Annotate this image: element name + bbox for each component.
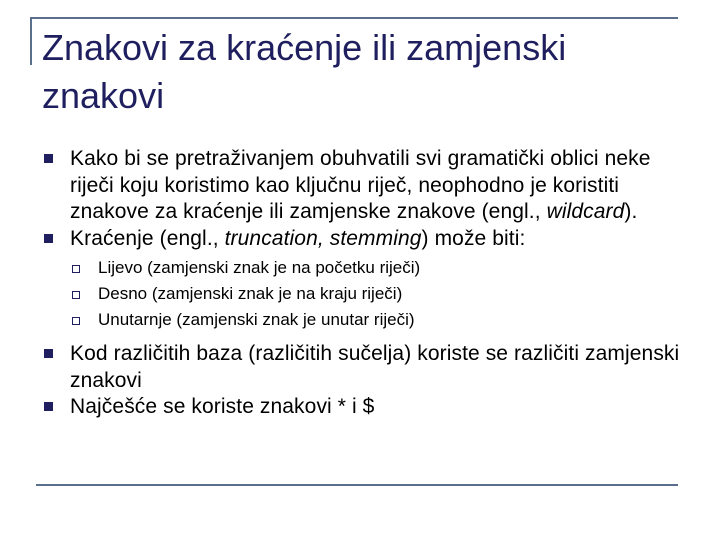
sub-bullet-item: [44, 255, 684, 281]
hollow-square-bullet-icon: [72, 265, 80, 273]
frame-top-line: [30, 17, 678, 19]
bullet-text-end: ).: [624, 200, 638, 223]
bullet-text: Kod različitih baza (različitih sučelja) koriste se različiti zamjenski znakovi: [70, 342, 680, 392]
square-bullet-icon: [44, 402, 53, 411]
bullet-item-common-symbols: [44, 394, 684, 421]
sub-bullet-text: Lijevo (zamjenski znak je na početku riječi): [98, 258, 421, 277]
bullet-text: Kako bi se pretraživanjem obuhvatili svi gramatički oblici neke riječi koju koristimo kao ključnu riječ, neophodno je koristiti znakove za kraćenje ili zamjenske znakove (engl.,: [70, 147, 651, 223]
bullet-text: Kraćenje (engl.,: [70, 226, 225, 250]
square-bullet-icon: [44, 349, 53, 358]
bullet-italic-term: wildcard: [546, 200, 625, 223]
bullet-item-wildcard: [44, 146, 684, 226]
bullet-item-databases: [44, 341, 684, 394]
frame-bottom-line: [36, 484, 678, 486]
sub-bullet-item: [44, 307, 684, 333]
hollow-square-bullet-icon: [72, 291, 80, 299]
sub-bullet-list: [44, 255, 684, 333]
frame-left-line: [30, 17, 32, 65]
hollow-square-bullet-icon: [72, 317, 80, 325]
bullet-text: Najčešće se koriste znakovi * i $: [70, 395, 375, 418]
bullet-italic-term: truncation, stemming: [224, 226, 422, 250]
sub-bullet-item: [44, 281, 684, 307]
bullet-list: [44, 146, 684, 421]
square-bullet-icon: [44, 154, 53, 163]
sub-bullet-text: Unutarnje (zamjenski znak je unutar riječi): [98, 310, 415, 329]
square-bullet-icon: [44, 234, 53, 243]
bullet-item-truncation: [44, 226, 684, 253]
slide-title: Znakovi za kraćenje ili zamjenski znakovi: [42, 27, 567, 116]
sub-bullet-text: Desno (zamjenski znak je na kraju riječi): [98, 284, 403, 303]
bullet-text-end: ) može biti:: [421, 226, 526, 250]
